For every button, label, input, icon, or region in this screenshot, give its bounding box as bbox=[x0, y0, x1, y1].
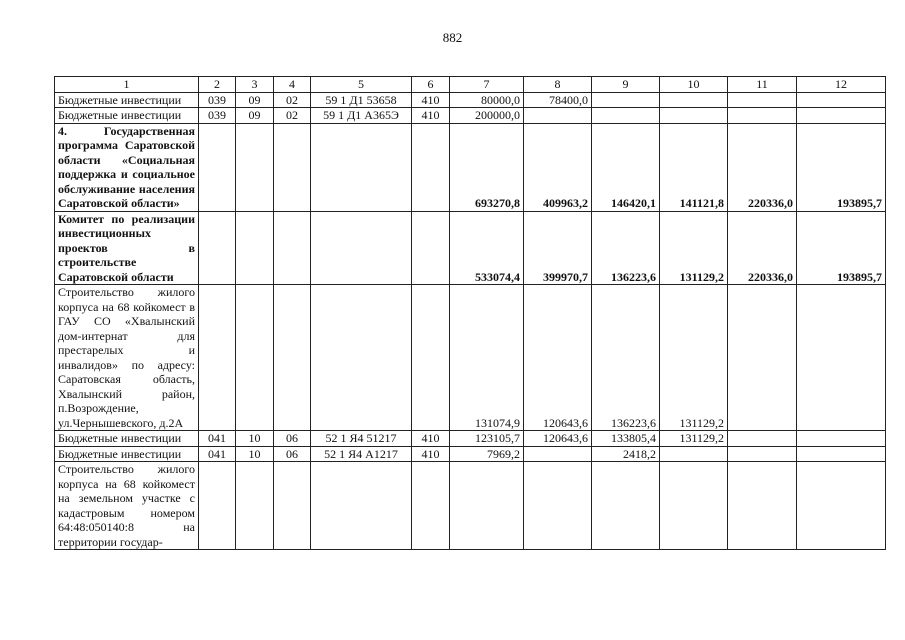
code-ministry bbox=[199, 123, 236, 211]
code-target: 52 1 Я4 51217 bbox=[311, 431, 412, 447]
code-target bbox=[311, 123, 412, 211]
code-subsection: 06 bbox=[274, 431, 311, 447]
code-ministry: 039 bbox=[199, 92, 236, 108]
column-header: 6 bbox=[412, 77, 450, 93]
value-col-9: 136223,6 bbox=[592, 285, 660, 431]
value-col-7: 131074,9 bbox=[450, 285, 524, 431]
value-col-8 bbox=[524, 108, 592, 124]
value-col-11 bbox=[728, 92, 797, 108]
code-expense-type bbox=[412, 462, 450, 550]
code-ministry: 041 bbox=[199, 431, 236, 447]
code-section bbox=[236, 123, 274, 211]
code-expense-type: 410 bbox=[412, 446, 450, 462]
table-row bbox=[55, 211, 886, 285]
code-expense-type: 410 bbox=[412, 92, 450, 108]
value-col-8: 120643,6 bbox=[524, 285, 592, 431]
value-col-8 bbox=[524, 462, 592, 550]
value-col-10: 131129,2 bbox=[660, 211, 728, 285]
column-header: 3 bbox=[236, 77, 274, 93]
column-header: 1 bbox=[55, 77, 199, 93]
code-target bbox=[311, 462, 412, 550]
code-section: 09 bbox=[236, 108, 274, 124]
value-col-12 bbox=[797, 446, 886, 462]
code-target: 59 1 Д1 А365Э bbox=[311, 108, 412, 124]
value-col-10: 141121,8 bbox=[660, 123, 728, 211]
row-name: Бюджетные инвестиции bbox=[55, 431, 199, 447]
code-ministry: 039 bbox=[199, 108, 236, 124]
column-header: 9 bbox=[592, 77, 660, 93]
row-name: Бюджетные инвестиции bbox=[55, 446, 199, 462]
value-col-12: 193895,7 bbox=[797, 211, 886, 285]
value-col-9: 136223,6 bbox=[592, 211, 660, 285]
value-col-11 bbox=[728, 285, 797, 431]
value-col-7: 7969,2 bbox=[450, 446, 524, 462]
code-ministry: 041 bbox=[199, 446, 236, 462]
value-col-11: 220336,0 bbox=[728, 211, 797, 285]
value-col-10 bbox=[660, 462, 728, 550]
row-name: Комитет по реализации инвестиционных проектов в строительстве Саратовской области bbox=[55, 211, 199, 285]
code-subsection: 02 bbox=[274, 92, 311, 108]
code-section bbox=[236, 211, 274, 285]
value-col-7: 80000,0 bbox=[450, 92, 524, 108]
code-section: 10 bbox=[236, 431, 274, 447]
column-header: 2 bbox=[199, 77, 236, 93]
column-header: 8 bbox=[524, 77, 592, 93]
value-col-12 bbox=[797, 108, 886, 124]
table-row bbox=[55, 462, 886, 550]
value-col-9 bbox=[592, 108, 660, 124]
value-col-7: 533074,4 bbox=[450, 211, 524, 285]
header-row bbox=[55, 77, 886, 93]
code-subsection bbox=[274, 285, 311, 431]
code-ministry bbox=[199, 285, 236, 431]
code-target: 52 1 Я4 А1217 bbox=[311, 446, 412, 462]
table-row bbox=[55, 285, 886, 431]
value-col-10: 131129,2 bbox=[660, 285, 728, 431]
row-name: Бюджетные инвестиции bbox=[55, 108, 199, 124]
code-expense-type bbox=[412, 285, 450, 431]
code-subsection bbox=[274, 211, 311, 285]
code-expense-type bbox=[412, 123, 450, 211]
value-col-12 bbox=[797, 462, 886, 550]
code-target: 59 1 Д1 53658 bbox=[311, 92, 412, 108]
value-col-10 bbox=[660, 108, 728, 124]
value-col-11 bbox=[728, 446, 797, 462]
value-col-10: 131129,2 bbox=[660, 431, 728, 447]
value-col-8: 399970,7 bbox=[524, 211, 592, 285]
code-expense-type: 410 bbox=[412, 431, 450, 447]
row-name: Строительство жилого корпуса на 68 койкомест в ГАУ СО «Хвалынский дом-интернат для престарелых и инвалидов» по адресу: Саратовская область, Хвалынский район, п.Возрождение, ул.Чернышевского, д.2А bbox=[55, 285, 199, 431]
column-header: 10 bbox=[660, 77, 728, 93]
row-name: Бюджетные инвестиции bbox=[55, 92, 199, 108]
code-target bbox=[311, 211, 412, 285]
value-col-12 bbox=[797, 92, 886, 108]
value-col-12: 193895,7 bbox=[797, 123, 886, 211]
value-col-8: 120643,6 bbox=[524, 431, 592, 447]
value-col-9: 133805,4 bbox=[592, 431, 660, 447]
column-header: 5 bbox=[311, 77, 412, 93]
value-col-10 bbox=[660, 92, 728, 108]
value-col-10 bbox=[660, 446, 728, 462]
table-row bbox=[55, 431, 886, 447]
table-row bbox=[55, 92, 886, 108]
code-expense-type bbox=[412, 211, 450, 285]
code-target bbox=[311, 285, 412, 431]
value-col-7 bbox=[450, 462, 524, 550]
value-col-9 bbox=[592, 92, 660, 108]
value-col-9: 146420,1 bbox=[592, 123, 660, 211]
value-col-11 bbox=[728, 431, 797, 447]
table-row bbox=[55, 123, 886, 211]
value-col-12 bbox=[797, 431, 886, 447]
code-section bbox=[236, 462, 274, 550]
value-col-7: 200000,0 bbox=[450, 108, 524, 124]
value-col-9 bbox=[592, 462, 660, 550]
column-header: 4 bbox=[274, 77, 311, 93]
value-col-11 bbox=[728, 108, 797, 124]
code-ministry bbox=[199, 211, 236, 285]
code-expense-type: 410 bbox=[412, 108, 450, 124]
value-col-11: 220336,0 bbox=[728, 123, 797, 211]
value-col-8: 409963,2 bbox=[524, 123, 592, 211]
value-col-7: 123105,7 bbox=[450, 431, 524, 447]
column-header: 7 bbox=[450, 77, 524, 93]
code-subsection bbox=[274, 462, 311, 550]
column-header: 11 bbox=[728, 77, 797, 93]
code-subsection: 02 bbox=[274, 108, 311, 124]
row-name: 4. Государственная программа Саратовской области «Социальная поддержка и социальное обслуживание населения Саратовской области» bbox=[55, 123, 199, 211]
value-col-11 bbox=[728, 462, 797, 550]
value-col-12 bbox=[797, 285, 886, 431]
table-row bbox=[55, 446, 886, 462]
table-row bbox=[55, 108, 886, 124]
value-col-9: 2418,2 bbox=[592, 446, 660, 462]
code-subsection bbox=[274, 123, 311, 211]
code-section: 09 bbox=[236, 92, 274, 108]
page-number: 882 bbox=[442, 30, 463, 45]
code-section bbox=[236, 285, 274, 431]
value-col-8: 78400,0 bbox=[524, 92, 592, 108]
budget-table bbox=[54, 76, 886, 550]
value-col-8 bbox=[524, 446, 592, 462]
column-header: 12 bbox=[797, 77, 886, 93]
value-col-7: 693270,8 bbox=[450, 123, 524, 211]
code-subsection: 06 bbox=[274, 446, 311, 462]
row-name: Строительство жилого корпуса на 68 койкомест на земельном участке с кадастровым номером 64:48:050140:8 на территории государ- bbox=[55, 462, 199, 550]
code-section: 10 bbox=[236, 446, 274, 462]
code-ministry bbox=[199, 462, 236, 550]
